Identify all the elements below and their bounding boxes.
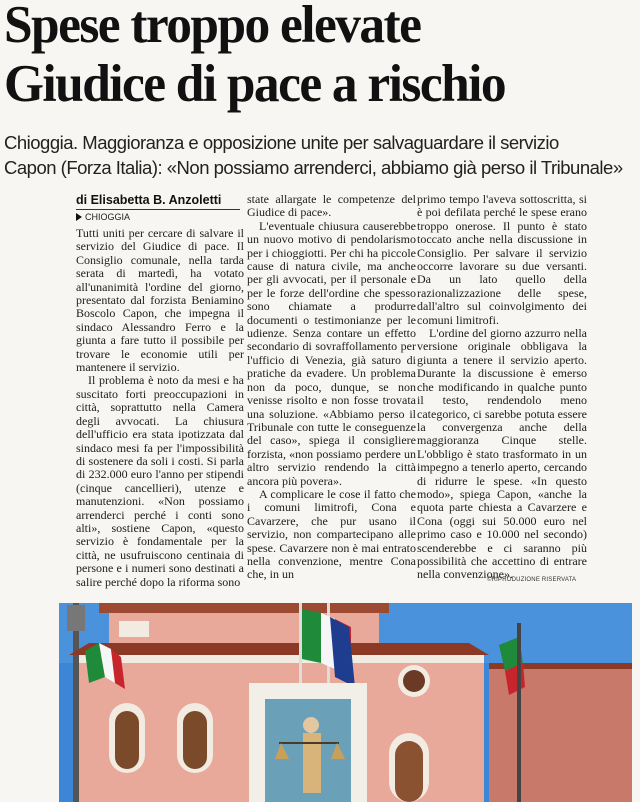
subheadline (4, 130, 640, 180)
upper-window (119, 621, 149, 637)
headline-line-1: Spese troppo elevate (4, 0, 421, 54)
paragraph: A complicare le cose il fatto che i comuni limitrofi, Cona e Cavarzere, che pur usano il servizio, non compartecipano alle spese. Cavarzere non è mai entrato nella convenzione, mentre Cona che, in un (247, 486, 416, 582)
paragraph: Il problema è noto da mesi e ha suscitato forti preoccupazioni in città, soprattutto nella Camera degli avvocati. La chiusura dell'ufficio era stata ipotizzata dal sindaco mesi fa per l'impossibilità di sostenere da soli i costi. Si parla di 232.000 euro l'anno per stipendi (cinque cancellieri), utenze e manutenzioni. «Non possiamo arrenderci perché i conti sono alti», sostiene Capon, «questo servizio è fondamentale per la città, ne usufruiscono centinaia di persone e i numeri sono destinati a salire perché dopo la riforma sono (76, 373, 244, 589)
article-photo (59, 603, 632, 802)
dateline-text: CHIOGGIA (85, 212, 131, 222)
headline-line-2: Giudice di pace a rischio (4, 55, 506, 113)
paragraph: Tutti uniti per cercare di salvare il servizio del Giudice di pace. Il Consiglio comunale, nella tarda serata di martedì, ha votato all'unanimità l'ordine del giorno, presentato dal forzista Beniamino Boscolo Capon, che impegna il sindaco Alessandro Ferro e la giunta a fare tutto il possibile per trovare le economie utili per mantenere il servizio. (76, 226, 244, 375)
article-column-1 (76, 227, 244, 589)
headline (4, 0, 621, 114)
cornice (79, 655, 484, 663)
door (395, 741, 423, 802)
upper-roof (99, 603, 389, 613)
window (115, 711, 139, 769)
byline-rule (76, 209, 240, 210)
paragraph: primo tempo l'aveva sottoscritta, si è poi defilata perché le spese erano troppo onerose. Il punto è stato toccato anche nella discussione in Consiglio. Per salvare il servizio occorre lavorare su due versanti. Da un lato quello della razionalizzazione delle spese, dall'altro sul coinvolgimento dei comuni limitrofi. (417, 192, 587, 327)
byline: di Elisabetta B. Anzoletti (76, 193, 222, 207)
paragraph: state allargate le competenze del Giudice di pace». (247, 192, 416, 220)
dateline-triangle-icon (76, 213, 82, 221)
right-lamp-post (517, 623, 521, 802)
dateline (76, 212, 130, 222)
paragraph: L'eventuale chiusura causerebbe un nuovo motivo di pendolarismo per i chioggiotti. Per chi ha piccole cause di natura civile, ma anche per gli avvocati, per il personale e per le forze dell'ordine che spesso sono chiamate a produrre documenti o testimonianze per le udienze. Senza contare un effetto secondario di sovraffollamento per l'ufficio di Venezia, già saturo di pratiche da evadere. Un problema non da poco, dunque, se non venisse risolto e non fosse trovata una soluzione. «Abbiamo perso il Tribunale con tutte le conseguenze del caso», spiega il consigliere forzista, «non possiamo perdere un altro servizio rendendo la città ancora più povera». (247, 218, 416, 488)
lamp-head (67, 605, 85, 631)
round-window (403, 670, 425, 692)
italian-flag-green (302, 609, 321, 663)
subheadline-line-1: Chioggia. Maggioranza e opposizione unite per salvaguardare il servizio (4, 132, 559, 153)
justice-head (303, 717, 319, 733)
reproduction-notice: ©RIPRODUZIONE RISERVATA (487, 577, 577, 583)
subheadline-line-2: Capon (Forza Italia): «Non possiamo arrenderci, abbiamo già perso il Tribunale» (4, 157, 623, 178)
lamp-post (73, 603, 79, 802)
article-column-2 (247, 193, 416, 582)
window (183, 711, 207, 769)
courthouse-photo-illustration (59, 603, 632, 802)
building-roof (69, 643, 489, 655)
article-column-3 (417, 193, 587, 582)
paragraph: L'ordine del giorno azzurro nella versione originale obbligava la giunta a tenere il servizio aperto. Durante la discussione è emerso che modificando in qualche punto il testo, rendendolo meno categorico, ci sarebbe potuta essere la convergenza anche della maggioranza Cinque stelle. L'obbligo è stato trasformato in un impegno a tenerlo aperto, cercando di ridurre le spese. «In questo modo», spiega Capon, «anche la quota parte chiesta a Cavarzere e Cona (oggi sui 50.000 euro nel primo caso e 10.000 nel secondo) scenderebbe e ci saranno più possibilità che accettino di entrare nella convenzione». (417, 326, 587, 582)
